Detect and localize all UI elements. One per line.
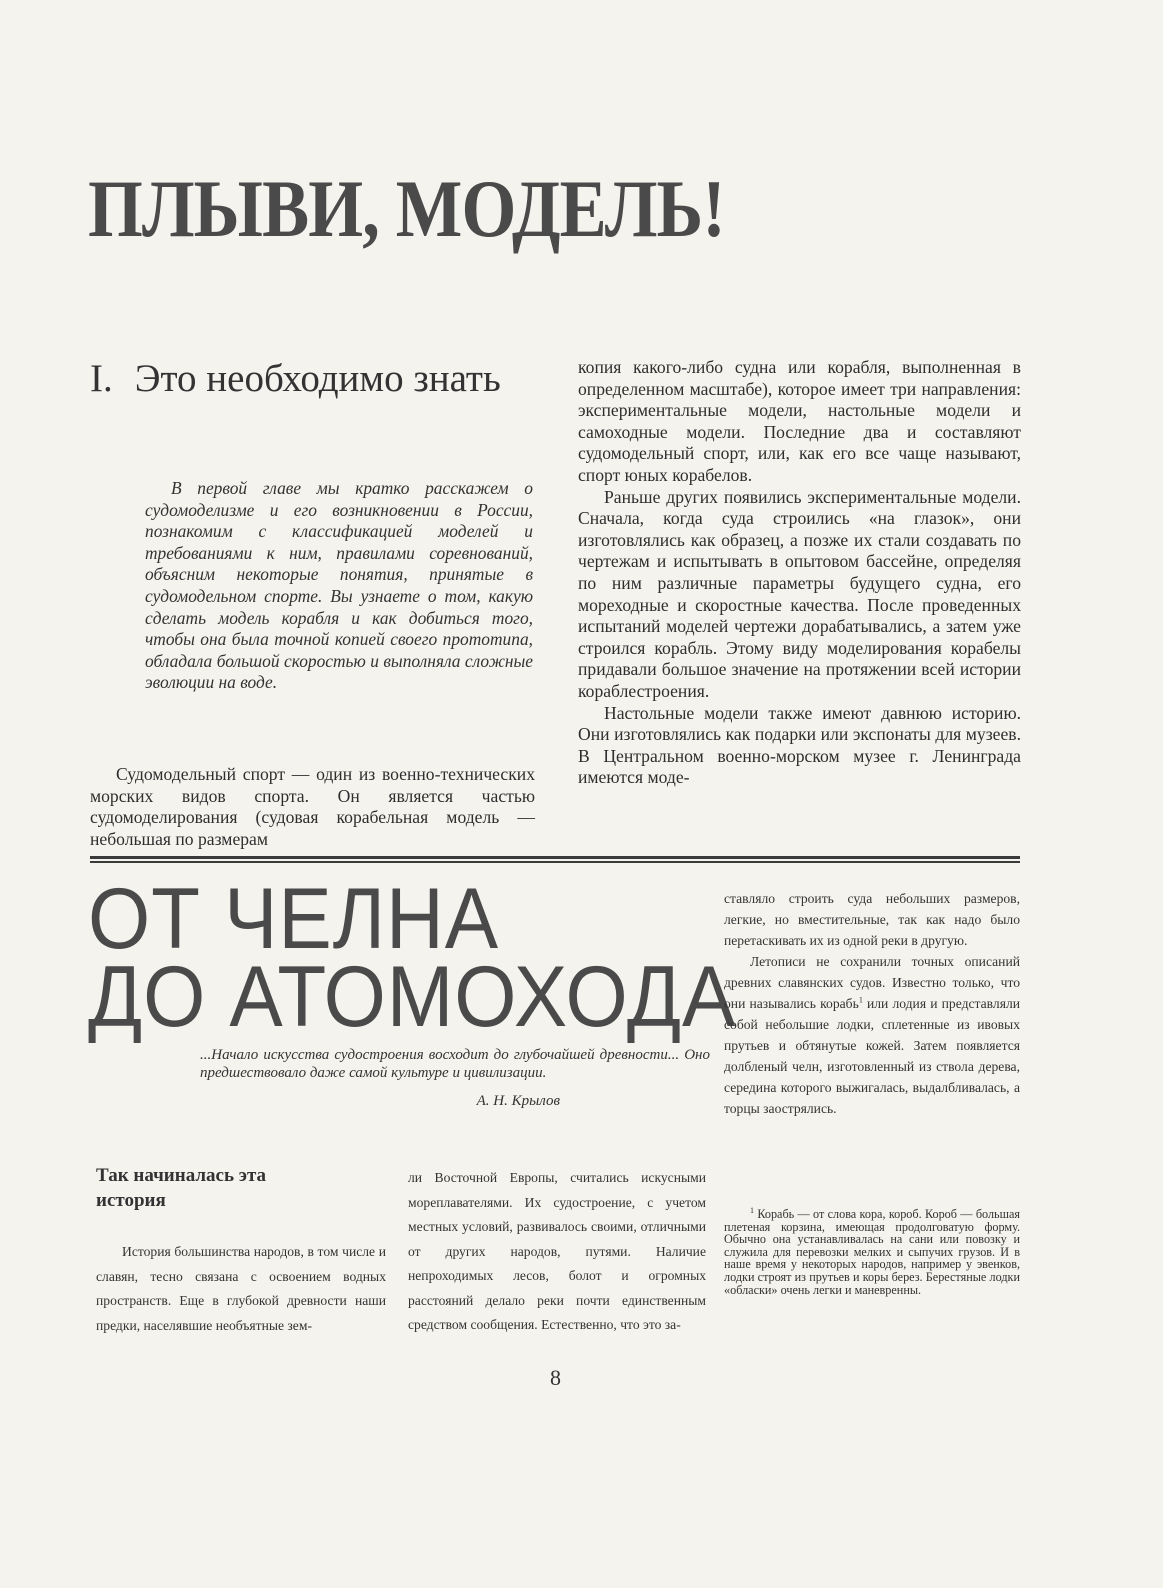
section-title-line: ОТ ЧЕЛНА	[88, 871, 499, 967]
footnote-body: Корабь — от слова кора, короб. Короб — большая плетеная корзина, имеющая продолговатую форму. Обычно она устанавливалась на сани или повозку и служила для перевозки мелких и сыпучих грузов. И в наше время у некоторых народов, например у эвенков, лодки строят из прутьев и коры берез. Берестяные лодки «обласки» очень легки и маневренны.	[724, 1207, 1020, 1297]
section-divider	[90, 856, 1020, 863]
chapter-number: I.	[90, 357, 113, 400]
body-paragraph: Судомодельный спорт — один из военно-технических морских видов спорта. Он является частью судомоделирования (судовая корабельная модель — небольшая по размерам	[90, 764, 535, 849]
column-a	[96, 1240, 386, 1338]
right-column-2	[724, 888, 1020, 1119]
epigraph	[200, 1046, 710, 1110]
footnote-marker: 1	[858, 995, 863, 1005]
body-paragraph: ставляло строить суда небольших размеров, легкие, но вместительные, так как надо было перетаскивать их из одной реки в другую.	[724, 891, 1020, 948]
epigraph-text: ...Начало искусства судостроения восходит до глубочайшей древности... Оно предшествовало даже самой культуре и цивилизации.	[200, 1047, 710, 1081]
section-title-line: ДО АТОМОХОДА	[88, 949, 737, 1045]
subheading: Так начиналась эта история	[96, 1165, 267, 1211]
body-paragraph: ли Восточной Европы, считались искусными мореплавателями. Их судостроение, с учетом местных условий, развивалось своими, отличными от других народов, путями. Наличие непроходимых лесов, болот и огромных расстояний делало реки почти единственным средством сообщения. Естественно, что это за-	[408, 1170, 706, 1332]
chapter-intro	[145, 478, 533, 694]
body-text: Летописи не сохранили точных описаний древних славянских судов. Известно только, что они назывались корабь	[724, 954, 1020, 1011]
column-b	[408, 1166, 706, 1338]
article-title: ПЛЫВИ, МОДЕЛЬ!	[88, 163, 725, 254]
body-paragraph: История большинства народов, в том числе и славян, тесно связана с освоением водных пространств. Еще в глубокой древности наши предки, населявшие необъятные зем-	[96, 1244, 386, 1333]
footnote	[724, 1205, 1020, 1297]
right-column	[578, 357, 1021, 789]
body-paragraph: Настольные модели также имеют давнюю историю. Они изготовлялись как подарки или экспонаты для музеев. В Центральном военно-морском музее г. Ленинграда имеются моде-	[578, 702, 1021, 788]
body-paragraph: Раньше других появились экспериментальные модели. Сначала, когда суда строились «на глазок», они изготовлялись как образец, а позже их стали создавать по чертежам и испытывать в опытовом бассейне, определяя по ним различные параметры будущего судна, его мореходные и скоростные качества. После проведенных испытаний моделей чертежи дорабатывались, а затем уже строился корабль. Этому виду моделирования корабелы придавали большое значение на протяжении всей истории кораблестроения.	[578, 486, 1021, 701]
left-column	[90, 764, 535, 850]
chapter-title: Это необходимо знать	[134, 357, 501, 400]
body-paragraph: копия какого-либо судна или корабля, выполненная в определенном масштабе), которое имеет три направления: экспериментальные модели, настольные модели и самоходные модели. Последние два и составляют судомодельный спорт, или, как его все чаще называют, спорт юных корабелов.	[578, 357, 1021, 485]
epigraph-author: А. Н. Крылов	[476, 1093, 560, 1109]
footnote-number: 1	[750, 1205, 754, 1215]
body-text: или лодия и представляли собой небольшие лодки, сплетенные из ивовых прутьев и обтянутые кожей. Затем появляется долбленый челн, изготовленный из ствола дерева, середина которого выжигалась, выдалбливалась, а торцы заострялись.	[724, 996, 1021, 1116]
section-title	[88, 871, 737, 1045]
body-paragraph	[724, 951, 1020, 1119]
footnote-text	[724, 1205, 1020, 1297]
intro-paragraph: В первой главе мы кратко расскажем о судомоделизме и его возникновении в России, познакомим с классификацией моделей и требованиями к ним, правилами соревнований, объясним некоторые понятия, принятые в судомодельном спорте. Вы узнаете о том, какую сделать модель корабля и как добиться того, чтобы она была точной копией своего прототипа, обладала большой скоростью и выполняла сложные эволюции на воде.	[145, 478, 533, 693]
chapter-heading	[90, 356, 501, 401]
page-number: 8	[550, 1365, 561, 1390]
